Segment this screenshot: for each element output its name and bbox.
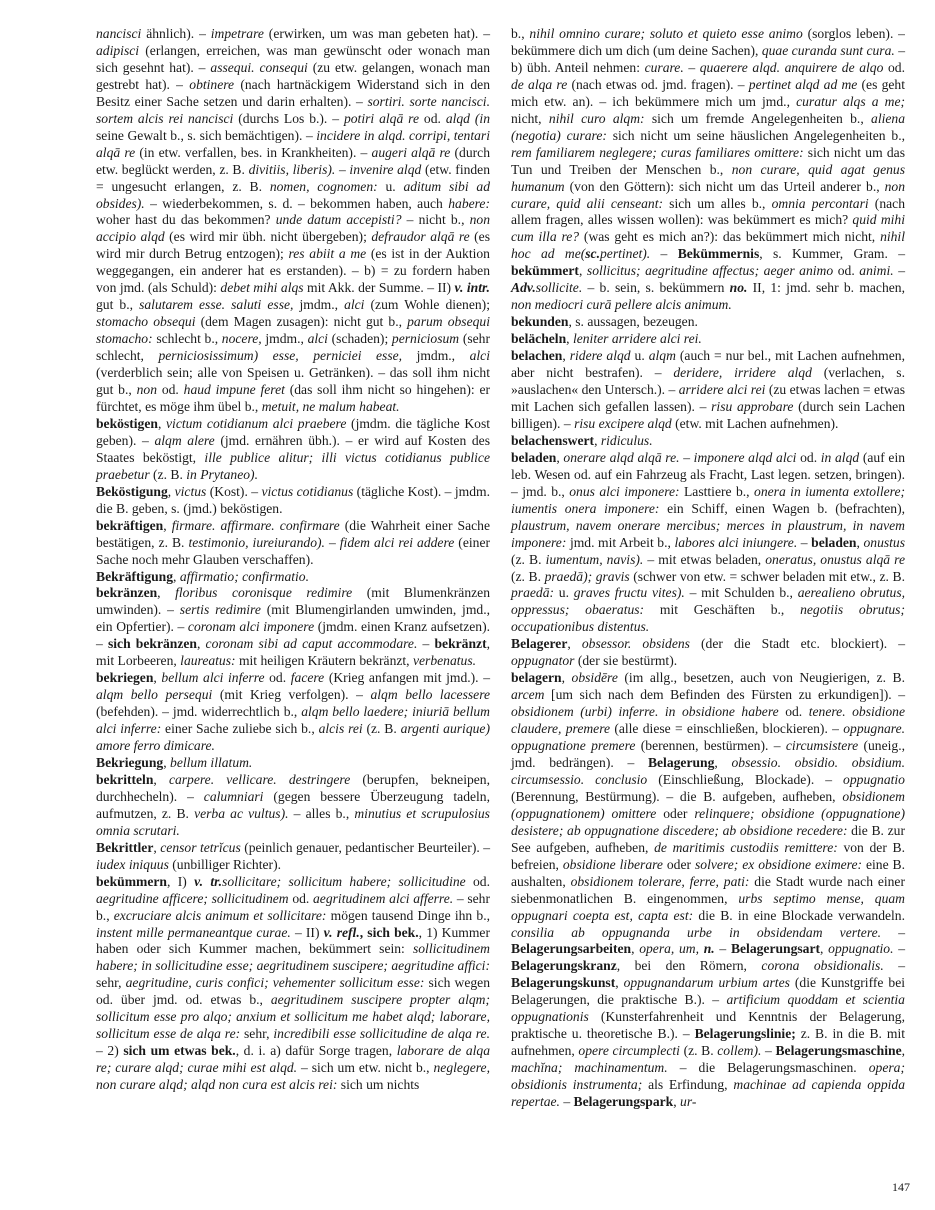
dictionary-entry: bekriegen, bellum alci inferre od. facere (Krieg anfangen mit jmd.). – alqm bello persequi (mit Krieg verfolgen). – alqm bello lacessere (befehden). – jmd. widerrechtlich b., alqm bello laedere; iniuriā bellum alci inferre: einer Sache zuliebe sich b., alcis rei (z. B. argenti aurique) amore ferro dimicare. — [96, 670, 491, 754]
dictionary-entry: belächeln, leniter arridere alci rei. — [511, 331, 702, 347]
dictionary-entry: nancisci ähnlich). – impetrare (erwirken, um was man gebeten hat). – adipisci (erlangen, erreichen, was man gewünscht oder wonach man sich gesehnt hat). – assequi. consequi (zu etw. gelangen, wonach man gestrebt hat). – obtinere (nach hartnäckigem Widerstand sich in den Besitz einer Sache setzen und darin erhalten). – sortiri. sorte nancisci. sortem alcis rei nancisci (durchs Los b.). – potiri alqā re od. alqd (in seine Gewalt b., s. sich bemächtigen). – incidere in alqd. corripi, tentari alqā re (in etw. verfallen, bes. in Krankheiten). – augeri alqā re (durch etw. beglückt werden, z. B. divitiis, liberis). – invenire alqd (etw. finden = ungesucht erlangen, z. B. nomen, cognomen: u. aditum sibi ad obsides). – wiederbekommen, s. d. – bekommen haben, auch habere: woher hast du das bekommen? unde datum accepisti? – nicht b., non accipio alqd (es wird mir übh. nicht übergeben); defraudor alqā re (es wird mir durch Betrug entzogen); res abiit a me (es ist in der Auktion weggegangen, ein anderer hat es erstanden). – b) = zu fordern haben von jmd. (als Schuld): debet mihi alqs mit Akk. der Summe. – II) v. intr. gut b., salutarem esse. saluti esse, jmdm., alci (zum Wohle dienen); stomacho obsequi (dem Magen zusagen): nicht gut b., parum obsequi stomacho: schlecht b., nocere, jmdm., alci (schaden); perniciosum (sehr schlecht, perniciosissimum) esse, perniciei esse, jmdm., alci (verderblich sein; alle von Speisen u. Getränken). – das soll ihm nicht gut b., non od. haud impune feret (das soll ihm nicht so hingehen): er fürchtet, es möge ihm übel b., metuit, ne malum habeat. — [96, 26, 491, 414]
dictionary-entry: bekritteln, carpere. vellicare. destringere (berupfen, bekneipen, durchhecheln). – calumniari (gegen bessere Überzeugung tadeln, aufmutzen, z. B. verba ac vultus). – alles b., minutius et scrupulosius omnia scrutari. — [96, 771, 491, 838]
dictionary-entry: belagern, obsidēre (im allg., besetzen, auch von Neugierigen, z. B. arcem [um sich nach dem Befinden des Fürsten zu erkundigen]). – obsidionem (urbi) inferre. in obsidione habere od. tenere. obsidione claudere, premere (alle diese = einschließen, blockieren). – oppugnare. oppugnatione premere (berennen, bestürmen). – circumsistere (uneig., jmd. bedrängen). – Belagerung, obsessio. obsidio. obsidium. circumsessio. conclusio (Einschließung, Blockade). – oppugnatio (Berennung, Bestürmung). – die B. aufgeben, aufheben, obsidionem (oppugnationem) omittere oder relinquere; obsidione (oppugnatione) desistere; ab oppugnatione discedere; ab obsidione recedere: die B. zur See aufgeben, aufheben, de maritimis custodiis remittere: von der B. befreien, obsidione liberare oder solvere; ex obsidione eximere: eine B. aushalten, obsidionem tolerare, ferre, pati: die Stadt wurde nach einer siebenmonatlichen B. eingenommen, urbs septimo mense, quam oppugnari coepta est, capta est: die B. in eine Blockade verwandeln. consilia ab oppugnanda urbe in obsidendam vertere. – Belagerungsarbeiten, opera, um, n. – Belagerungsart, oppugnatio. – Belagerungskranz, bei den Römern, corona obsidionalis. – Belagerungskunst, oppugnandarum urbium artes (die Kunstgriffe bei Belagerungen, die praktische B.). – artificium quoddam et scientia oppugnationis (Kunsterfahrenheit und Kenntnis der Belagerung, praktische u. theoretische B.). – Belagerungslinie; z. B. in die B. mit aufnehmen, opere circumplecti (z. B. collem). – Belagerungsmaschine, machĭna; machinamentum. – die Belagerungsmaschinen. opera; obsidionis instrumenta; als Erfindung, machinae ad capienda oppida repertae. – Belagerungspark, ur- — [511, 670, 906, 1110]
dictionary-entry: belachen, ridere alqd u. alqm (auch = nur bel., mit Lachen aufnehmen, aber nicht bestrafen). – deridere, irridere alqd (verlachen, s. »auslachen« den Untersch.). – arridere alci rei (zu etwas lachen = etwas mit Lachen sich gefallen lassen). – risu approbare (durch sein Lachen billigen). – risu excipere alqd (etw. mit Lachen aufnehmen). — [511, 348, 905, 431]
page-number: 147 — [892, 1180, 910, 1194]
dictionary-entry: beköstigen, victum cotidianum alci praebere (jmdm. die tägliche Kost geben). – alqm alere (jmd. ernähren übh.). – er wird auf Kosten des Staates beköstigt, ille publice alitur; illi victus cotidianus publice praebetur (z. B. in Prytaneo). — [96, 415, 491, 482]
dictionary-entry: Bekriegung, bellum illatum. — [96, 754, 253, 770]
dictionary-entry: Beköstigung, victus (Kost). – victus cotidianus (tägliche Kost). – jmdm. die B. geben, s. (jmd.) beköstigen. — [96, 483, 491, 516]
dictionary-entry: bekunden, s. aussagen, bezeugen. — [511, 314, 698, 330]
dictionary-entry: b., nihil omnino curare; soluto et quieto esse animo (sorglos leben). – bekümmere dich um dich (um deine Sachen), quae curanda sunt cura. – b) übh. Anteil nehmen: curare. – quaerere alqd. anquirere de alqo od. de alqa re (nach etwas od. jmd. fragen). – pertinet alqd ad me (es geht mich etw. an). – ich bekümmere mich um jmd., curatur alqs a me; nicht, nihil curo alqm: sich um fremde Angelegenheiten b., aliena (negotia) curare: sich nicht um seine häuslichen Angelegenheiten b., rem familiarem neglegere; curas familiares omittere: sich nicht um das Tun und Treiben der Menschen b., non curare, quid agat genus humanum (von den Göttern): sich nicht um das Urteil anderer b., non curare, quid alii censeant: sich um alles b., omnia percontari (nach allem fragen, alles wissen wollen): was bekümmert es mich? quid mihi cum illa re? (was geht es mich an?): das bekümmert mich nicht, nihil hoc ad me(sc.pertinet). – Bekümmernis, s. Kummer, Gram. – bekümmert, sollicitus; aegritudine affectus; aeger animo od. animi. – Adv.sollicite. – b. sein, s. bekümmern no. II, 1: jmd. sehr b. machen, non mediocri curā pellere alcis animum. — [511, 26, 906, 313]
dictionary-entry: Bekräftigung, affirmatio; confirmatio. — [96, 568, 309, 584]
dictionary-entry: bekümmern, I) v. tr.sollicitare; sollicitum habere; sollicitudine od. aegritudine afficere; sollicitudinem od. aegritudinem alci afferre. – sehr b., excruciare alcis animum et sollicitare: mögen tausend Dinge ihn b., instent mille permaneantque curae. – II) v. refl., sich bek., 1) Kummer haben oder sich Kummer machen, bekümmert sein: sollicitudinem habere; in sollicitudine esse; aegritudinem suscipere; aegritudine affici: sehr, aegritudine, curis confici; vehementer sollicitum esse: sich wegen od. über jmd. od. etwas b., aegritudinem suscipere propter alqm; sollicitum esse pro alqo; anxium et sollicitum me habet alqd; laborare, sollicitum esse de alqa re: sehr, incredibili esse sollicitudine de alqa re. – 2) sich um etwas bek., d. i. a) dafür Sorge tragen, laborare de alqa re; curare alqd; curae mihi est alqd. – sich um etw. nicht b., neglegere, non curare alqd; alqd non cura est alcis rei: sich um nichts — [96, 873, 491, 1093]
dictionary-entry: bekräftigen, firmare. affirmare. confirmare (die Wahrheit einer Sache bestätigen, z. B. testimonio, iureiurando). – fidem alci rei addere (einer Sache noch mehr Glauben verschaffen). — [96, 517, 491, 567]
dictionary-entry: Belagerer, obsessor. obsidens (der die Stadt etc. blockiert). – oppugnator (der sie bestürmt). — [511, 636, 906, 669]
dictionary-entry: Bekrittler, censor tetrĭcus (peinlich genauer, pedantischer Beurteiler). – iudex iniquus (unbilliger Richter). — [96, 839, 490, 872]
dictionary-entry: beladen, onerare alqd alqā re. – imponere alqd alci od. in alqd (auf ein leb. Wesen od. auf ein Fahrzeug als Fracht, Last legen. setzen, bringen). – jmd. b., onus alci imponere: Lasttiere b., onera in iumenta extollere; iumentis onera imponere: ein Schiff, einen Wagen b. (befrachten), plaustrum, navem onerare mercibus; merces in plaustrum, in navem imponere: jmd. mit Arbeit b., labores alci iniungere. – beladen, onustus (z. B. iumentum, navis). – mit etwas beladen, oneratus, onustus alqā re (z. B. praedā); gravis (schwer von etw. = schwer beladen mit etw., z. B. praedā: u. graves fructu vites). – mit Schulden b., aerealieno obrutus, oppressus; obaeratus: mit Geschäften b., negotiis obrutus; occupationibus distentus. — [511, 449, 906, 635]
right-column — [511, 26, 905, 1111]
dictionary-entry: belachenswert, ridiculus. — [511, 432, 653, 448]
dictionary-entry: bekränzen, floribus coronisque redimire (mit Blumenkränzen umwinden). – sertis redimire (mit Blumengirlanden umwinden, jmd., ein Opfertier). – coronam alci imponere (jmdm. einen Kranz aufsetzen). – sich bekränzen, coronam sibi ad caput accommodare. – bekränzt, mit Lorbeeren, laureatus: mit heiligen Kräutern bekränzt, verbenatus. — [96, 585, 491, 669]
left-column — [96, 26, 490, 1094]
